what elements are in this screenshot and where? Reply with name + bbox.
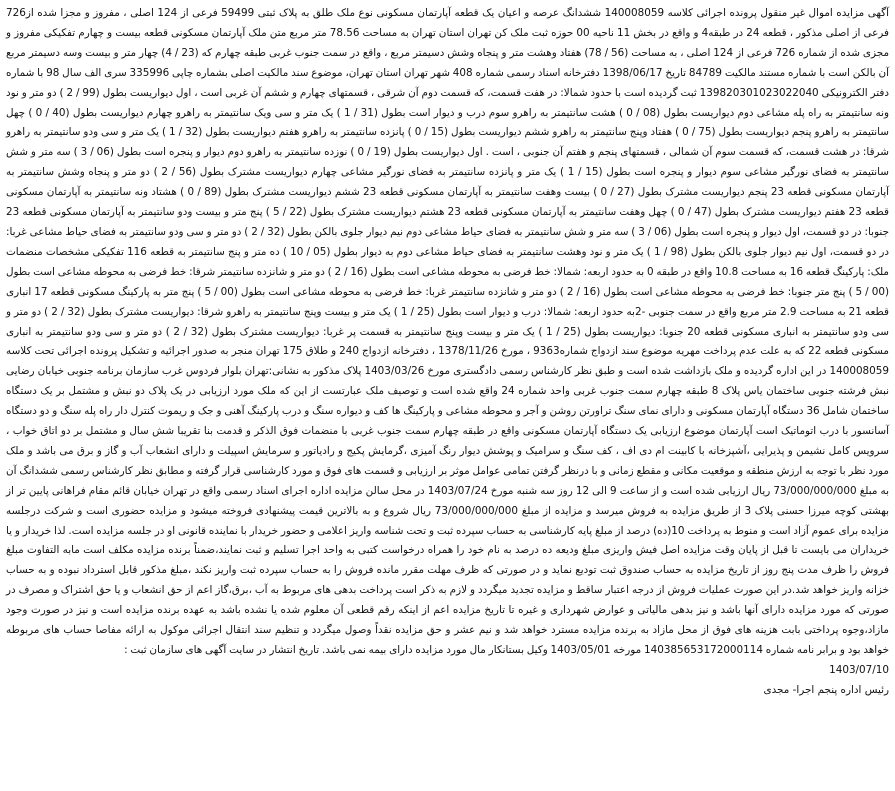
signature-line: رئیس اداره پنجم اجرا- مجدی bbox=[763, 683, 889, 696]
notice-body-text: آگهی مزایده اموال غیر منقول پرونده اجرائی کلاسه 140008059 ششدانگ عرصه و اعیان یک قطعه آپارتمان مسکونی نوع ملک طلق به پلاک ثبتی 59499 فرعی از 124 اصلی ، مفروز و مجزا شده از726 فرعی از اصلی مذکور ، قطعه 24 در طبقه4 و واقع در بخش 11 ناحیه 00 حوزه ثبت ملک کن تهران استان تهران به مساحت 78.56 متر مربع متن ملک آپارتمان مسکونی قطعه بیست و چهارم تفکیکی مفروز و مجزی شده از شماره 726 فرعی از 124 اصلی ، به مساحت (56 / 78) هفتاد وهشت متر و پنجاه وشش دسیمتر مربع ، واقع در سمت جنوب غربی طبقه چهارم که (23 / 4) چهار متر و بیست وسه دسیمتر مربع آن بالکن است با شماره مستند مالکیت 84789 تاریخ 1398/06/17 دفترخانه اسناد رسمی شماره 408 شهر تهران استان تهران، موضوع سند مالکیت اصلی بشماره چاپی 335996 سری الف سال 98 با شماره دفتر الکترونیکی 139820301023022040 ثبت گردیده است با حدود شمالا: در هفت قسمت، که قسمت دوم آن شرقی ، قسمتهای چهارم و ششم آن غربی است ، اول دیواریست بطول (99 / 2 ) دو متر و نود ونه سانتیمتر به راه پله مشاعی دوم دیواریست بطول (08 / 0 ) هشت سانتیمتر به راهرو سوم درب و دیوار است بطول (31 / 1 ) یک متر و سی ویک سانتیمتر به راهرو چهارم دیواریست بطول (40 / 0 ) چهل سانتیمتر به راهرو پنجم دیواریست بطول (75 / 0 ) هفتاد وپنج سانتیمتر به راهرو ششم دیواریست بطول (15 / 0 ) پانزده سانتیمتر به راهرو هفتم دیواریست بطول (32 / 1 ) یک متر و سی ودو سانتیمتر به راهرو شرقا: در هشت قسمت، که قسمت سوم آن شمالی ، قسمتهای پنجم و هفتم آن جنوبی ، است . اول دیواریست بطول (19 / 0 ) نوزده سانتیمتر به راهرو دوم دیوار و پنجره است بطول (06 / 3 ) سه متر و شش سانتیمتر به فضای نورگیر مشاعی سوم دیوار و پنجره است بطول (15 / 1 ) یک متر و پانزده سانتیمتر به فضای نورگیر مشاعی چهارم دیواریست مشترک بطول (56 / 2 ) دو متر و پنجاه وشش سانتیمتر به آپارتمان مسکونی قطعه 23 پنجم دیواریست مشترک بطول (27 / 0 ) بیست وهفت سانتیمتر به آپارتمان مسکونی قطعه 23 ششم دیواریست مشترک بطول (89 / 0 ) هشتاد ونه سانتیمتر به آپارتمان مسکونی قطعه 23 هفتم دیواریست مشترک بطول (47 / 0 ) چهل وهفت سانتیمتر به آپارتمان مسکونی قطعه 23 هشتم دیواریست مشترک بطول (22 / 5 ) پنج متر و بیست ودو سانتیمتر به آپارتمان مسکونی قطعه 23 جنوبا: در دو قسمت، اول دیوار و پنجره است بطول (06 / 3 ) سه متر و شش سانتیمتر به فضای حیاط مشاعی دوم نیم دیوار جلوی بالکن بطول (32 / 2 ) دو متر و سی ودو سانتیمتر به فضای حیاط مشاعی غربا: در دو قسمت، اول نیم دیوار جلوی بالکن بطول (98 / 1 ) یک متر و نود وهشت سانتیمتر به فضای حیاط مشاعی دوم به دیوار بطول (05 / 10 ) ده متر و پنج سانتیمتر به قطعه 116 تفکیکی مشخصات منضمات ملک: پارکینگ قطعه 16 به مساحت 10.8 واقع در طبقه 0 به حدود اربعه: شمالا: خط فرضی به محوطه مشاعی است بطول (16 / 2 ) دو متر و شانزده سانتیمتر شرقا: خط فرضی به محوطه مشاعی است بطول (00 / 5 ) پنج متر جنوبا: خط فرضی به محوطه مشاعی است بطول (16 / 2 ) دو متر و شانزده سانتیمتر غربا: خط فرضی به محوطه مشاعی است بطول (00 / 5 ) پنج متر به پارکینگ مسکونی قطعه 17 انباری قطعه 21 به مساحت 2.9 متر مربع واقع در سمت جنوبی -2به حدود اربعه: شمالا: درب و دیوار است بطول (25 / 1 ) یک متر و بیست وپنج سانتیمتر به راهرو شرقا: دیواریست مشترک بطول (32 / 2 ) دو متر و سی ودو سانتیمتر به انباری مسکونی قطعه 20 جنوبا: دیواریست بطول (25 / 1 ) یک متر و بیست وپنج سانتیمتر به قسمت پر غربا: دیواریست مشترک بطول (32 / 2 ) دو متر و سی ودو سانتیمتر به انباری مسکونی قطعه 22 که به علت عدم پرداخت مهریه موضوع سند ازدواج شماره9363 ، مورخ 1378/11/26 ، دفترخانه ازدواج 240 و طلاق 175 تهران منجر به صدور اجرائیه و تشکیل پرونده اجرائی تحت کلاسه 140008059 در این اداره گردیده و ملک بازداشت شده است و طبق نظر کارشناس رسمی دادگستری مورخ 1403/03/26 پلاک مذکور به نشانی:تهران بلوار فردوس غرب سازمان برنامه جنوبی خیابان رضایی نبش فرشته جنوبی ساختمان یاس پلاک 8 طبقه چهارم سمت جنوب غربی واحد شماره 24 واقع شده است و توصیف ملک عبارتست از این که ملک مورد ارزیابی در یک پلاک دو نبش و مشتمل بر یک دستگاه ساختمان شامل 36 دستگاه آپارتمان مسکونی و دارای نمای سنگ تراورتن روشن و آجر و محوطه مشاعی و پارکینگ ها کف و دیواره سنگ و درب پارکینگ آهنی و جک و ریموت کنترل دار راه پله سنگ و دو دستگاه آسانسور با درب اتوماتیک است آپارتمان موضوع ارزیابی یک دستگاه آپارتمان مسکونی واقع در طبقه چهارم سمت جنوب غربی با منضمات فوق الذکر و قدمت بنا تقریبا شش سال و مشتمل بر دو اتاق خواب ، سرویس کامل نشیمن و پذیرایی ،آشپزخانه با کابینت ام دی اف ، کف سنگ و سرامیک و پوشش دیوار رنگ آمیزی ،گرمایش پکیج و رادیاتور و سرمایش اسپیلت و دارای انشعاب آب و گاز و برق می باشد و ملک مورد نظر با توجه به ارزش منطقه و موقعیت مکانی و مقطع زمانی و با درنظر گرفتن تمامی عوامل موثر بر ارزیابی و قسمت های فوق و مورد کارشناسی قرار گرفته و مطابق نظر کارشناس رسمی ششدانگ آن به مبلغ 73/000/000/000 ریال ارزیابی شده است و از ساعت 9 الی 12 روز سه شنبه مورخ 1403/07/24 در محل سالن مزایده اداره اجرای اسناد رسمی واقع در تهران خیابان قائم مقام فراهانی پایین تر از بهشتی کوچه میرزا حسنی پلاک 3 از طریق مزایده به فروش میرسد و مزایده از مبلغ 73/000/000/000 ریال شروع و به بالاترین قیمت پیشنهادی فروخته میشود و مزایده حضوری است و شرکت درجلسه مزایده برای عموم آزاد است و منوط به پرداخت 10(ده) درصد از مبلغ پایه کارشناسی به حساب سپرده ثبت و تحت شناسه واریز اعلامی و حضور خریدار با نماینده قانونی او در جلسه مزایده است. لذا خریدار و یا خریداران می بایست تا قبل از پایان وقت مزایده اصل فیش واریزی مبلغ ودیعه ده درصد به نام خود را همراه درخواست کتبی به واحد اجرا تسلیم و ثبت نمایند،ضمناً برنده مزایده مکلف است مابه التفاوت مبلغ فروش را ظرف مدت پنج روز از تاریخ مزایده به حساب صندوق ثبت تودیع نماید و در صورتی که ظرف مهلت مقرر مانده فروش را به حساب سپرده ثبت واریز نکند ،مبلغ مذکور قابل استرداد نبوده و به حساب خزانه واریز خواهد شد.در این صورت عملیات فروش از درجه اعتبار ساقط و مزایده تجدید میگردد و لازم به ذکر است پرداخت بدهی های مربوط به آب ،برق،گاز اعم از حق انشعاب و یا حق اشتراک و مصرف در صورتی که مورد مزایده دارای آنها باشد و نیز بدهی مالیاتی و عوارض شهرداری و غیره تا تاریخ مزایده اعم از اینکه رقم قطعی آن معلوم شده یا نشده باشد به عهده برنده مزایده است و نیز در صورت وجود مازاد،وجوه پرداختی بابت هزینه های فوق از محل مازاد به برنده مزایده مسترد خواهد شد و نیم عشر و حق مزایده نقداً وصول میگردد و تنظیم سند انتقال اجرائی موکول به ارائه مفاصا حساب های مربوطه خواهد بود و برابر نامه شماره 140385653172000114 مورخه 1403/05/01 وکیل بستانکار مال مورد مزایده دارای بیمه نمی باشد. تاریخ انتشار در سایت آگهی های سازمان ثبت : bbox=[6, 7, 890, 656]
publication-date: 1403/07/10 bbox=[829, 663, 889, 676]
notice-footer bbox=[6, 661, 889, 701]
